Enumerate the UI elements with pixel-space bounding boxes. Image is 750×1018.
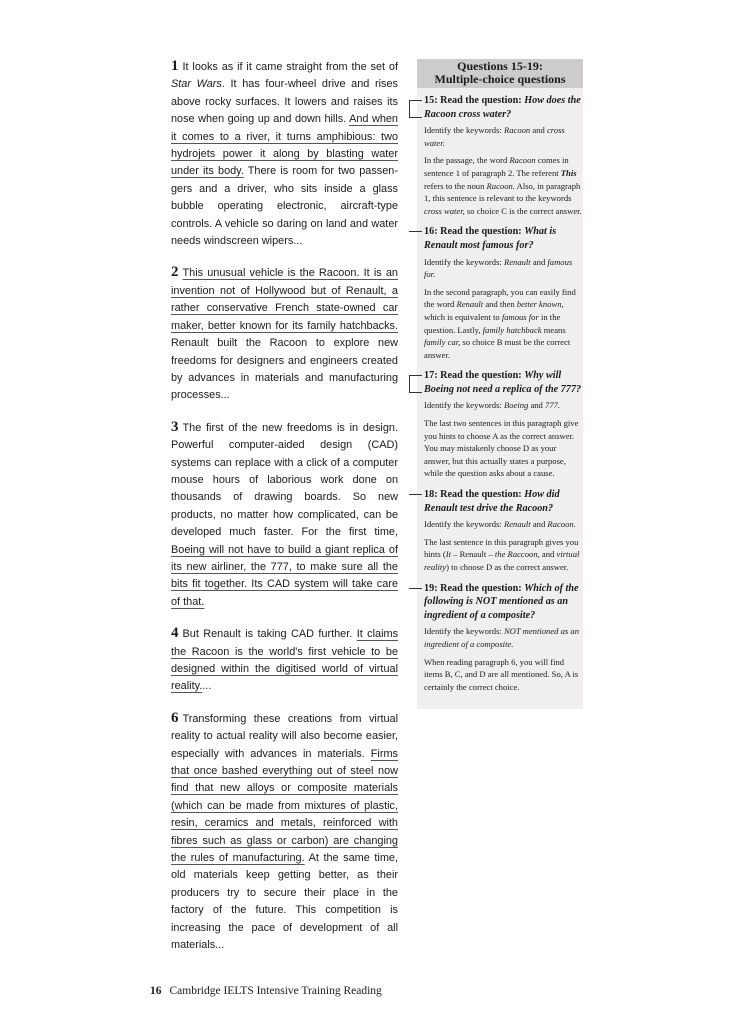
text-segment: better known, (516, 299, 564, 310)
question-heading (424, 582, 582, 623)
text-segment: There is room for two passengers and a driver, who sits inside a glass bubble operating electronic, aircraft-type controls. A vehicle so daring on land and water needs windscreen wipers... (171, 165, 398, 248)
text-segment: Renault built the Racoon to explore new freedoms for designers and engineers created by advances in materials and manufacturing processes... (171, 337, 398, 402)
text-segment: Identify the keywords: (424, 400, 504, 411)
heading-segment: 15: Read the question: (424, 95, 525, 106)
text-segment: In the second paragraph, you can easily find the word (424, 286, 576, 310)
text-segment: At the same time, old materials keep getting better, as their producers try to secure their place in the factory of the future. This competition is increasing the pace of development of all materials... (171, 852, 398, 952)
connector-17 (409, 375, 422, 393)
panel-subtitle: Multiple-choice questions (434, 72, 566, 86)
text-segment: refers to the noun (424, 180, 487, 191)
text-segment: the Raccoon, (494, 549, 540, 560)
text-segment: The first of the new freedoms is in design. Powerful computer-aided design (CAD) systems can replace with a click of a computer mouse hours of laborious work done on thousands of drawing boards. So new products, no matter how complicated, can be developed much faster. For the first time, (171, 421, 398, 539)
question-17 (424, 369, 582, 480)
question-heading (424, 488, 582, 515)
question-heading (424, 94, 582, 121)
text-segment: – Renault – (450, 549, 495, 560)
text-segment: The last two sentences in this paragraph give you hints to choose A as the correct answer. You may mistakenly choose D as your answer, but this actually states a purpose, while the question asks about a cause. (424, 418, 579, 479)
text-segment: Identify the keywords: (424, 125, 504, 136)
paragraph-2 (171, 265, 398, 404)
text-segment: Racoon (503, 125, 531, 136)
underlined-text: This unusual vehicle is the Racoon. It is an invention not of Hollywood but of Renault, a rather conservative French state-owned car maker, better known for its family hatchbacks. (171, 267, 398, 332)
question-16 (424, 225, 582, 361)
panel-header (417, 59, 583, 88)
question-heading (424, 225, 582, 252)
heading-segment: 18: Read the question: (424, 489, 525, 501)
heading-segment: Why will Boeing not need a replica of the 777? (424, 370, 582, 395)
text-segment: Star Wars (171, 78, 222, 91)
paragraph-6 (171, 711, 398, 955)
explanation-text (424, 124, 582, 149)
text-segment: family hatchback (482, 324, 542, 335)
paragraph-number: 6 (171, 709, 179, 726)
paragraph-1 (171, 59, 398, 250)
questions-panel (417, 59, 583, 709)
text-segment: Identify the keywords: (424, 519, 504, 530)
paragraph-3 (171, 420, 398, 611)
underlined-text: It claims the Racoon is the world's first vehicle to be designed within the digitised world of virtual reality. (171, 628, 399, 693)
text-segment: famous for. (424, 256, 573, 280)
paragraph-number: 2 (171, 264, 179, 281)
text-segment: so choice C is the correct answer. (464, 205, 582, 216)
explanation-text (424, 399, 582, 412)
heading-segment: 16: Read the question: (424, 226, 525, 238)
text-segment: ) to choose D as the correct answer. (446, 562, 569, 572)
connector-19 (409, 588, 422, 589)
question-15 (424, 94, 582, 217)
heading-segment: 19: Read the question: (424, 582, 525, 594)
text-segment: Renault (503, 519, 531, 530)
question-19 (424, 582, 582, 694)
page-number: 16 (150, 984, 162, 997)
text-segment: and (530, 125, 547, 136)
text-segment: Boeing (503, 400, 529, 411)
text-segment: When reading paragraph 6, you will find items B, C, and D are all mentioned. So, A is certainly the correct choice. (424, 656, 579, 692)
paragraph-number: 4 (171, 625, 179, 642)
passage-column (171, 59, 398, 970)
text-segment: family car, (424, 337, 461, 348)
text-segment: which is equivalent to (424, 311, 502, 322)
text-segment: and (539, 549, 557, 560)
heading-segment: 17: Read the question: (424, 370, 525, 382)
explanation-text (424, 625, 582, 650)
panel-title: Questions 15-19: (457, 59, 543, 73)
explanation-text (424, 656, 582, 694)
explanation-text (424, 417, 582, 480)
text-segment: Transforming these creations from virtual reality to actual reality will also become easier, especially with advances in materials. (171, 712, 398, 760)
text-segment: Racoon. (486, 180, 515, 191)
text-segment: Racoon (509, 155, 536, 166)
text-segment: Renault (503, 256, 531, 267)
paragraph-number: 3 (171, 418, 179, 435)
text-segment: . It has four-wheel drive and rises above rocky surfaces. It lowers and raises its nose when going up and down hills. (171, 78, 398, 126)
text-segment: so choice B must be the correct answer. (424, 337, 571, 360)
underlined-text: Boeing will not have to build a giant replica of its new airliner, the 777, to make sure all the bits fit together. Its CAD system will take care of that. (171, 543, 398, 608)
text-segment: Racoon. (547, 519, 576, 530)
question-18 (424, 488, 582, 574)
paragraph-4 (171, 626, 398, 696)
explanation-text (424, 536, 582, 574)
text-segment: In the passage, the word (424, 155, 510, 166)
text-segment: 777. (545, 400, 561, 411)
heading-segment: How does the Racoon cross water? (424, 95, 581, 120)
text-segment: cross water. (424, 125, 565, 148)
underlined-text: Firms that once bashed everything out of steel now find that new alloys or composite materials (which can be made from mixtures of plastic, resin, ceramics and metals, reinforced with fibres such as glass or carbon) are changing the rules of manufacturing. (171, 747, 398, 865)
text-segment: Also, in paragraph 1, this sentence is relevant to the keywords (424, 180, 581, 204)
text-segment: in the question. Lastly, (424, 311, 561, 335)
text-segment: But Renault is taking CAD further. (182, 628, 357, 641)
heading-segment: Which of the following is NOT mentioned as an ingredient of a composite? (424, 582, 579, 621)
text-segment: famous for (501, 311, 539, 322)
questions-list (417, 88, 583, 693)
book-title: Cambridge IELTS Intensive Training Reading (169, 984, 382, 997)
explanation-text (424, 286, 582, 362)
paragraph-number: 1 (171, 58, 179, 74)
text-segment: Renault (456, 299, 484, 310)
text-segment: means (541, 324, 566, 335)
text-segment: cross water, (424, 205, 465, 216)
explanation-text (424, 256, 582, 281)
text-segment: This (560, 167, 577, 178)
question-heading (424, 369, 582, 396)
connector-15 (409, 100, 422, 118)
text-segment: It looks as if it came straight from the set of (182, 61, 398, 73)
text-segment: The last sentence in this paragraph gives you hints ( (424, 536, 579, 560)
text-segment: Identify the keywords: (424, 256, 504, 267)
explanation-text (424, 154, 582, 217)
heading-segment: How did Renault test drive the Racoon? (424, 489, 560, 514)
text-segment: ... (202, 680, 212, 693)
text-segment: NOT mentioned as an ingredient of a composite. (424, 626, 579, 649)
text-segment: It (445, 549, 451, 560)
connector-16 (409, 231, 422, 232)
text-segment: virtual reality (424, 549, 580, 572)
text-segment: comes in sentence 1 of paragraph 2. The referent (424, 155, 569, 178)
text-segment: and (528, 400, 546, 411)
heading-segment: What is Renault most famous for? (424, 226, 557, 251)
underlined-text: And when it comes to a river, it turns amphibious: two hydrojets power it along by blasting water under its body. (171, 113, 398, 178)
text-segment: Identify the keywords: (424, 626, 504, 637)
text-segment: and then (483, 299, 517, 310)
text-segment: and (530, 519, 548, 530)
page-footer (150, 984, 750, 998)
explanation-text (424, 518, 582, 531)
text-segment: and (530, 256, 548, 267)
connector-18 (409, 494, 422, 495)
